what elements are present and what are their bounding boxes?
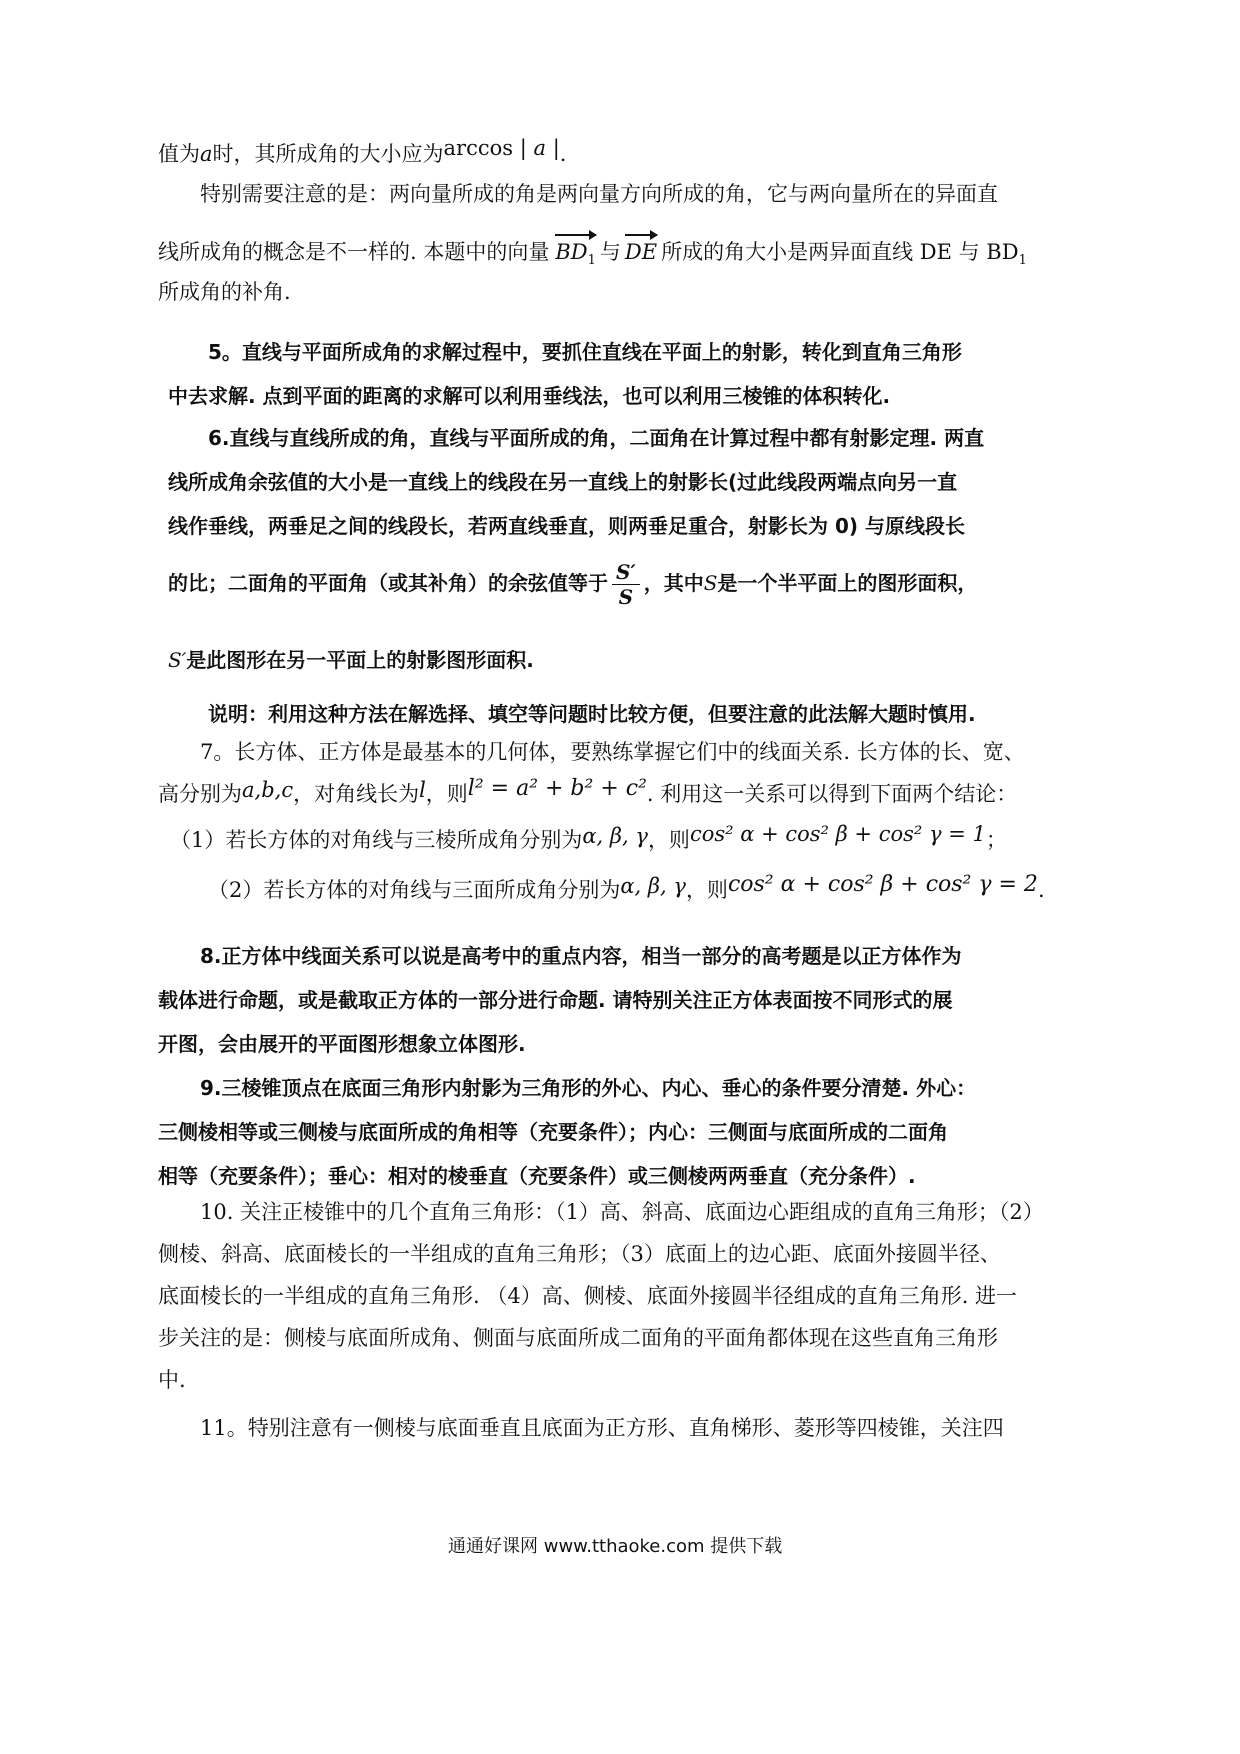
- text-line: 中.: [158, 1368, 186, 1392]
- math-var: S′: [168, 648, 187, 672]
- text-line: 所成角的补角.: [158, 280, 291, 304]
- text-line: 11。特别注意有一侧棱与底面垂直且底面为正方形、直角梯形、菱形等四棱锥，关注四: [200, 1416, 1004, 1440]
- math-expr: cos² α + cos² β + cos² γ = 1: [689, 822, 986, 846]
- text-run: .: [1037, 878, 1045, 902]
- fraction: $\frac{S'}{S}$: [612, 560, 640, 609]
- text-run: ，则: [425, 782, 468, 806]
- text-line: [168, 648, 534, 672]
- text-line: 底面棱长的一半组成的直角三角形. （4）高、侧棱、底面外接圆半径组成的直角三角形. 进一: [158, 1284, 1018, 1308]
- text-line: 线所成角余弦值的大小是一直线上的线段在另一直线上的射影长(过此线段两端点向另一直: [168, 470, 958, 494]
- text-run: 的比；二面角的平面角（或其补角）的余弦值等于: [168, 571, 608, 595]
- text-line: 侧棱、斜高、底面棱长的一半组成的直角三角形；（3）底面上的边心距、底面外接圆半径、: [158, 1242, 1001, 1266]
- text-run: ，其中: [643, 571, 704, 595]
- math-expr: l² = a² + b² + c²: [467, 776, 647, 801]
- subscript: 1: [1018, 253, 1027, 269]
- text-line: 5。直线与平面所成角的求解过程中，要抓住直线在平面上的射影，转化到直角三角形: [208, 340, 962, 364]
- text-line: 9.三棱锥顶点在底面三角形内射影为三角形的外心、内心、垂心的条件要分清楚. 外心：: [200, 1076, 977, 1100]
- text-line: 7。长方体、正方体是最基本的几何体，要熟练掌握它们中的线面关系. 长方体的长、宽、: [200, 740, 1025, 764]
- math-var: a: [200, 142, 213, 166]
- vector-bd1: $BD_1$: [555, 240, 596, 269]
- text-line: 载体进行命题，或是截取正方体的一部分进行命题. 请特别关注正方体表面按不同形式的展: [158, 988, 953, 1012]
- math-expr: a,b,c: [242, 778, 294, 802]
- text-line: 开图，会由展开的平面图形想象立体图形.: [158, 1032, 526, 1056]
- text-line: [170, 822, 1007, 853]
- text-run: 是此图形在另一平面上的射影图形面积.: [186, 648, 534, 672]
- text-run: （1）若长方体的对角线与三棱所成角分别为: [170, 828, 583, 852]
- math-expr: cos² α + cos² β + cos² γ = 2: [727, 872, 1038, 897]
- text-line: [158, 776, 1018, 808]
- vector-de: DE: [625, 240, 657, 265]
- text-line: [168, 560, 977, 609]
- text-run: （2）若长方体的对角线与三面所成角分别为: [208, 878, 621, 902]
- text-run: 是一个半平面上的图形面积，: [717, 571, 978, 595]
- text-line: 步关注的是：侧棱与底面所成角、侧面与底面所成二面角的平面角都体现在这些直角三角形: [158, 1326, 998, 1350]
- text-run: 线所成角的概念是不一样的. 本题中的向量: [158, 240, 550, 264]
- text-run: ，对角线长为: [293, 782, 420, 806]
- text-run: 值为: [158, 142, 200, 166]
- math-expr: α, β, γ: [620, 874, 686, 898]
- text-line: 相等（充要条件）；垂心：相对的棱垂直（充要条件）或三侧棱两两垂直（充分条件）.: [158, 1164, 916, 1188]
- text-run: ，则: [685, 878, 728, 902]
- math-var: S: [703, 571, 718, 595]
- text-line: 6.直线与直线所成的角，直线与平面所成的角，二面角在计算过程中都有射影定理. 两直: [208, 426, 985, 450]
- text-run: . 利用这一关系可以得到下面两个结论：: [646, 782, 1018, 806]
- text-line: 中去求解. 点到平面的距离的求解可以利用垂线法，也可以利用三棱锥的体积转化.: [168, 384, 891, 408]
- text-run: ；: [985, 828, 1007, 852]
- text-line: [158, 136, 567, 167]
- text-line: [158, 240, 1027, 269]
- math-expr: α, β, γ: [582, 824, 648, 848]
- text-line: 10. 关注正棱锥中的几个直角三角形：（1）高、斜高、底面边心距组成的直角三角形；（2）: [200, 1200, 1044, 1224]
- math-func: arccos: [443, 136, 514, 160]
- text-run: 所成的角大小是两异面直线 DE 与 BD: [661, 240, 1019, 264]
- text-run: 高分别为: [158, 782, 242, 806]
- text-run: .: [559, 142, 567, 166]
- math-abs: | a |: [519, 136, 560, 160]
- text-line: 特别需要注意的是：两向量所成的角是两向量方向所成的角，它与两向量所在的异面直: [200, 182, 998, 206]
- text-line: 8.正方体中线面关系可以说是高考中的重点内容，相当一部分的高考题是以正方体作为: [200, 944, 962, 968]
- text-line: 说明：利用这种方法在解选择、填空等问题时比较方便，但要注意的此法解大题时慎用.: [208, 702, 976, 726]
- text-run: 时，其所成角的大小应为: [212, 142, 444, 166]
- text-line: [208, 872, 1045, 904]
- math-var: l: [419, 778, 426, 802]
- text-line: 线作垂线，两垂足之间的线段长，若两直线垂直，则两垂足重合，射影长为 0) 与原线段长: [168, 514, 965, 538]
- page-footer: 通通好课网 www.tthaoke.com 提供下载: [448, 1536, 783, 1557]
- text-run: 与: [599, 240, 621, 264]
- text-run: ，则: [647, 828, 690, 852]
- text-line: 三侧棱相等或三侧棱与底面所成的角相等（充要条件）；内心：三侧面与底面所成的二面角: [158, 1120, 948, 1144]
